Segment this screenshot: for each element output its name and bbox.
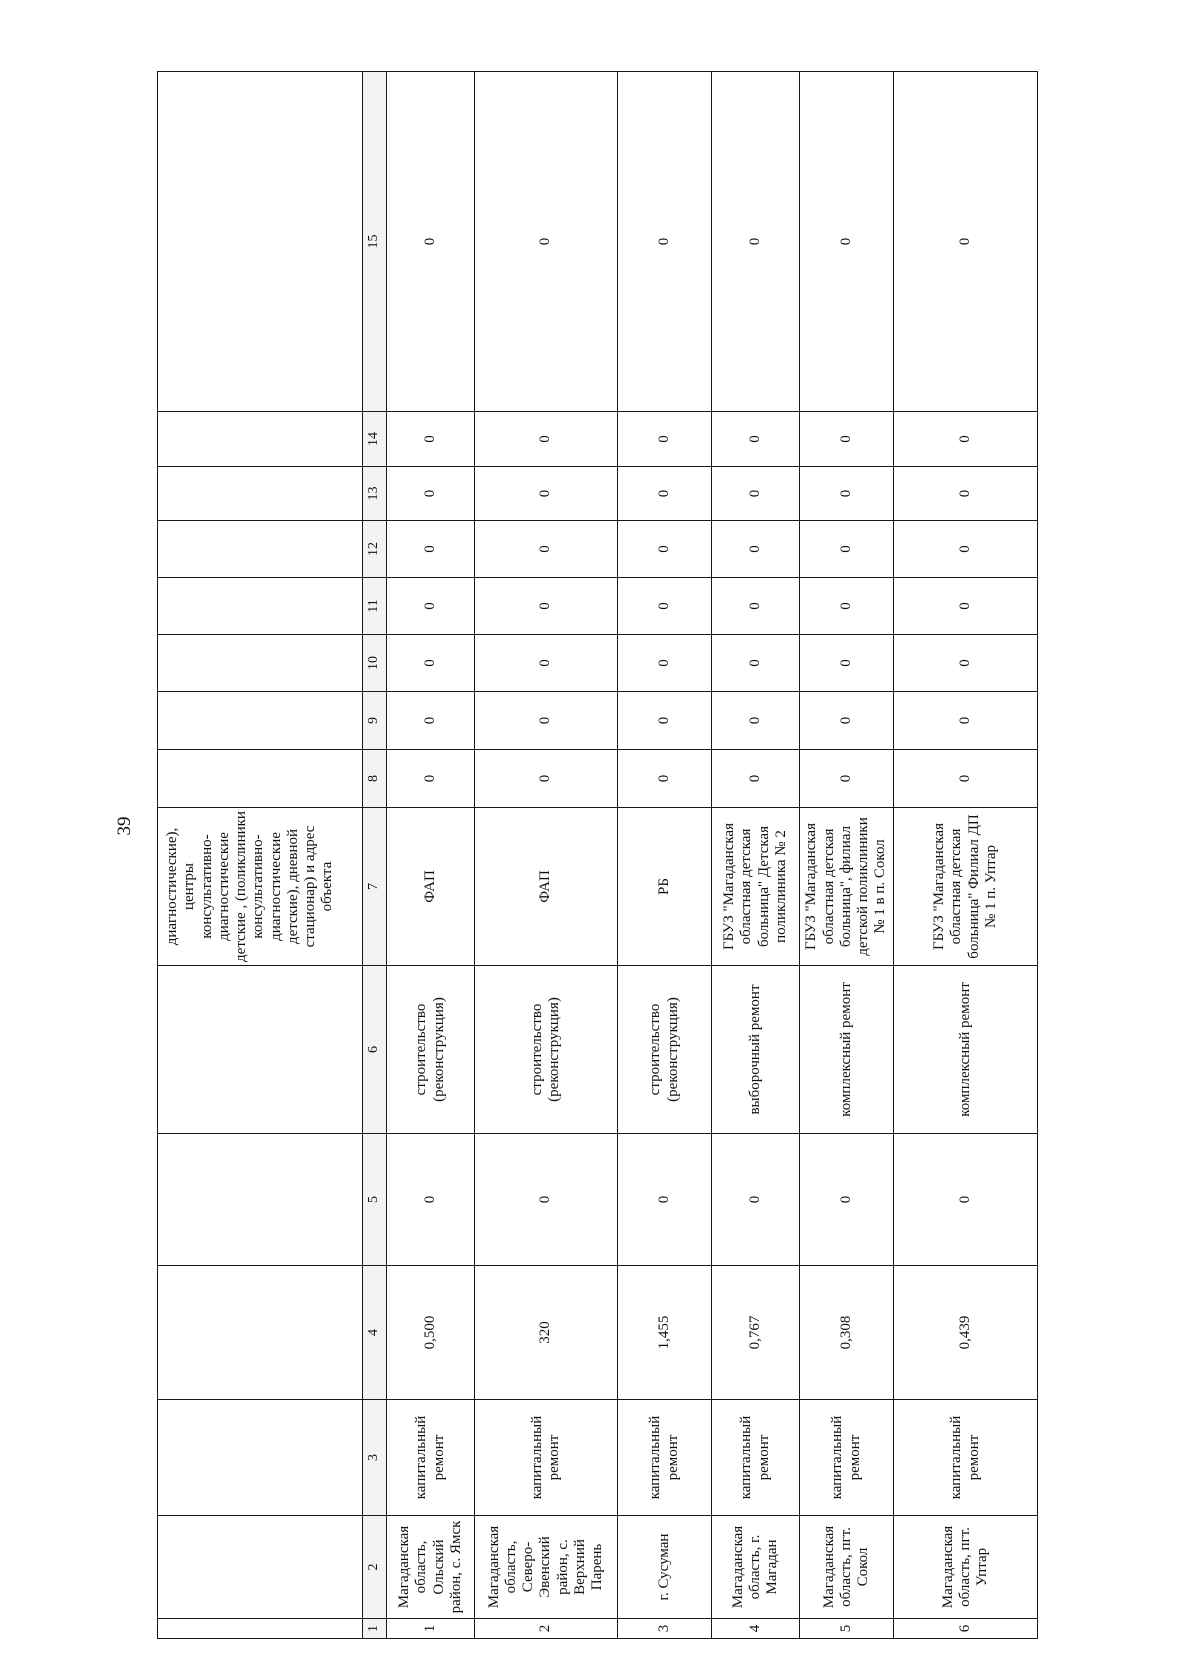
column-number: 1: [363, 1619, 387, 1639]
value-cell: 0: [618, 750, 712, 808]
event-type-cell: строительство (реконструкция): [475, 966, 618, 1134]
value-cell: 0: [475, 750, 618, 808]
value-cell: 0: [475, 1134, 618, 1266]
row-number: 1: [387, 1619, 475, 1639]
header-cell-8: [158, 750, 363, 808]
object-name-cell: РБ: [618, 808, 712, 966]
table-row: [894, 72, 1038, 1639]
table-frame: [157, 72, 1037, 1639]
work-type-cell: капитальный ремонт: [800, 1400, 894, 1516]
column-number: 2: [363, 1516, 387, 1619]
value-cell: 0: [618, 692, 712, 750]
value-cell: 0: [475, 467, 618, 521]
value-cell: 0: [894, 467, 1038, 521]
table-row: [618, 72, 712, 1639]
value-cell: 0: [475, 692, 618, 750]
object-name-cell: ГБУЗ "Магаданская областная детская больница" Филиал ДП № 1 п. Уптар: [894, 808, 1038, 966]
value-cell: 0: [800, 521, 894, 578]
value-cell: 0: [387, 750, 475, 808]
header-cell-4: [158, 1266, 363, 1400]
event-type-cell: комплексный ремонт: [800, 966, 894, 1134]
column-number: 4: [363, 1266, 387, 1400]
value-cell: 0: [387, 578, 475, 635]
column-number: 14: [363, 412, 387, 467]
column-number: 7: [363, 808, 387, 966]
value-cell: 0: [800, 1134, 894, 1266]
value-cell: 1,455: [618, 1266, 712, 1400]
value-cell: 0: [618, 72, 712, 412]
page-number: 39: [114, 816, 135, 836]
location-cell: Магаданская область, Ольский район, с. Ямск: [387, 1516, 475, 1619]
value-cell: 0: [800, 412, 894, 467]
column-number: 8: [363, 750, 387, 808]
event-type-cell: строительство (реконструкция): [387, 966, 475, 1134]
value-cell: 0: [618, 578, 712, 635]
row-number: 5: [800, 1619, 894, 1639]
header-cell-1: [158, 1619, 363, 1639]
value-cell: 0: [387, 635, 475, 692]
value-cell: 0: [712, 72, 800, 412]
value-cell: 0: [475, 72, 618, 412]
value-cell: 0: [712, 1134, 800, 1266]
header-cell-15: [158, 72, 363, 412]
value-cell: 0: [712, 635, 800, 692]
header-continuation-row: [158, 72, 363, 1639]
header-cell-11: [158, 578, 363, 635]
value-cell: 0: [387, 412, 475, 467]
value-cell: 0: [712, 578, 800, 635]
work-type-cell: капитальный ремонт: [475, 1400, 618, 1516]
object-name-cell: ГБУЗ "Магаданская областная детская больница" Детская поликлиника № 2: [712, 808, 800, 966]
value-cell: 0: [800, 750, 894, 808]
value-cell: 0,500: [387, 1266, 475, 1400]
header-cell-9: [158, 692, 363, 750]
event-type-cell: комплексный ремонт: [894, 966, 1038, 1134]
header-cell-6: [158, 966, 363, 1134]
value-cell: 320: [475, 1266, 618, 1400]
location-cell: Магаданская область, пгт. Уптар: [894, 1516, 1038, 1619]
value-cell: 0: [712, 750, 800, 808]
location-cell: Магаданская область, г. Магадан: [712, 1516, 800, 1619]
row-number: 3: [618, 1619, 712, 1639]
header-cell-13: [158, 467, 363, 521]
location-cell: Магаданская область, Северо-Эвенский район, с. Верхний Парень: [475, 1516, 618, 1619]
column-number-row: [363, 72, 387, 1639]
value-cell: 0: [475, 412, 618, 467]
value-cell: 0: [618, 1134, 712, 1266]
value-cell: 0: [800, 635, 894, 692]
work-type-cell: капитальный ремонт: [894, 1400, 1038, 1516]
rotated-table-container: [157, 72, 1037, 1639]
value-cell: 0: [712, 412, 800, 467]
column-number: 5: [363, 1134, 387, 1266]
value-cell: 0: [618, 412, 712, 467]
value-cell: 0: [475, 578, 618, 635]
event-type-cell: выборочный ремонт: [712, 966, 800, 1134]
value-cell: 0,767: [712, 1266, 800, 1400]
value-cell: 0: [712, 521, 800, 578]
work-type-cell: капитальный ремонт: [618, 1400, 712, 1516]
object-name-cell: ГБУЗ "Магаданская областная детская больница", филиал детской поликлиники № 1 в п. Сокол: [800, 808, 894, 966]
column-number: 6: [363, 966, 387, 1134]
value-cell: 0: [894, 635, 1038, 692]
header-cell-5: [158, 1134, 363, 1266]
value-cell: 0,439: [894, 1266, 1038, 1400]
row-number: 2: [475, 1619, 618, 1639]
column-number: 15: [363, 72, 387, 412]
column-number: 12: [363, 521, 387, 578]
column-number: 9: [363, 692, 387, 750]
value-cell: 0: [894, 521, 1038, 578]
value-cell: 0: [387, 692, 475, 750]
column-number: 13: [363, 467, 387, 521]
objects-table: [157, 71, 1038, 1639]
value-cell: 0: [387, 1134, 475, 1266]
table-row: [387, 72, 475, 1639]
value-cell: 0: [387, 467, 475, 521]
table-row: [475, 72, 618, 1639]
value-cell: 0: [894, 412, 1038, 467]
value-cell: 0,308: [800, 1266, 894, 1400]
value-cell: 0: [387, 72, 475, 412]
location-cell: г. Сусуман: [618, 1516, 712, 1619]
value-cell: 0: [475, 521, 618, 578]
table-row: [800, 72, 894, 1639]
value-cell: 0: [800, 72, 894, 412]
row-number: 4: [712, 1619, 800, 1639]
value-cell: 0: [712, 467, 800, 521]
value-cell: 0: [618, 521, 712, 578]
work-type-cell: капитальный ремонт: [712, 1400, 800, 1516]
value-cell: 0: [800, 578, 894, 635]
work-type-cell: капитальный ремонт: [387, 1400, 475, 1516]
header-cell-10: [158, 635, 363, 692]
column-number: 3: [363, 1400, 387, 1516]
value-cell: 0: [894, 692, 1038, 750]
value-cell: 0: [800, 467, 894, 521]
header-cell-7: диагностические), центры консультативно-диагностические детские , (поликлиники консультативно-диагностические детские), дневной стационар) и адрес объекта: [158, 808, 363, 966]
event-type-cell: строительство (реконструкция): [618, 966, 712, 1134]
value-cell: 0: [387, 521, 475, 578]
value-cell: 0: [894, 1134, 1038, 1266]
row-number: 6: [894, 1619, 1038, 1639]
table-row: [712, 72, 800, 1639]
header-cell-3: [158, 1400, 363, 1516]
object-name-cell: ФАП: [387, 808, 475, 966]
header-cell-12: [158, 521, 363, 578]
value-cell: 0: [894, 72, 1038, 412]
object-name-cell: ФАП: [475, 808, 618, 966]
value-cell: 0: [712, 692, 800, 750]
value-cell: 0: [894, 750, 1038, 808]
value-cell: 0: [618, 635, 712, 692]
value-cell: 0: [618, 467, 712, 521]
header-cell-2: [158, 1516, 363, 1619]
location-cell: Магаданская область, пгт. Сокол: [800, 1516, 894, 1619]
column-number: 10: [363, 635, 387, 692]
header-cell-14: [158, 412, 363, 467]
value-cell: 0: [800, 692, 894, 750]
value-cell: 0: [894, 578, 1038, 635]
value-cell: 0: [475, 635, 618, 692]
column-number: 11: [363, 578, 387, 635]
